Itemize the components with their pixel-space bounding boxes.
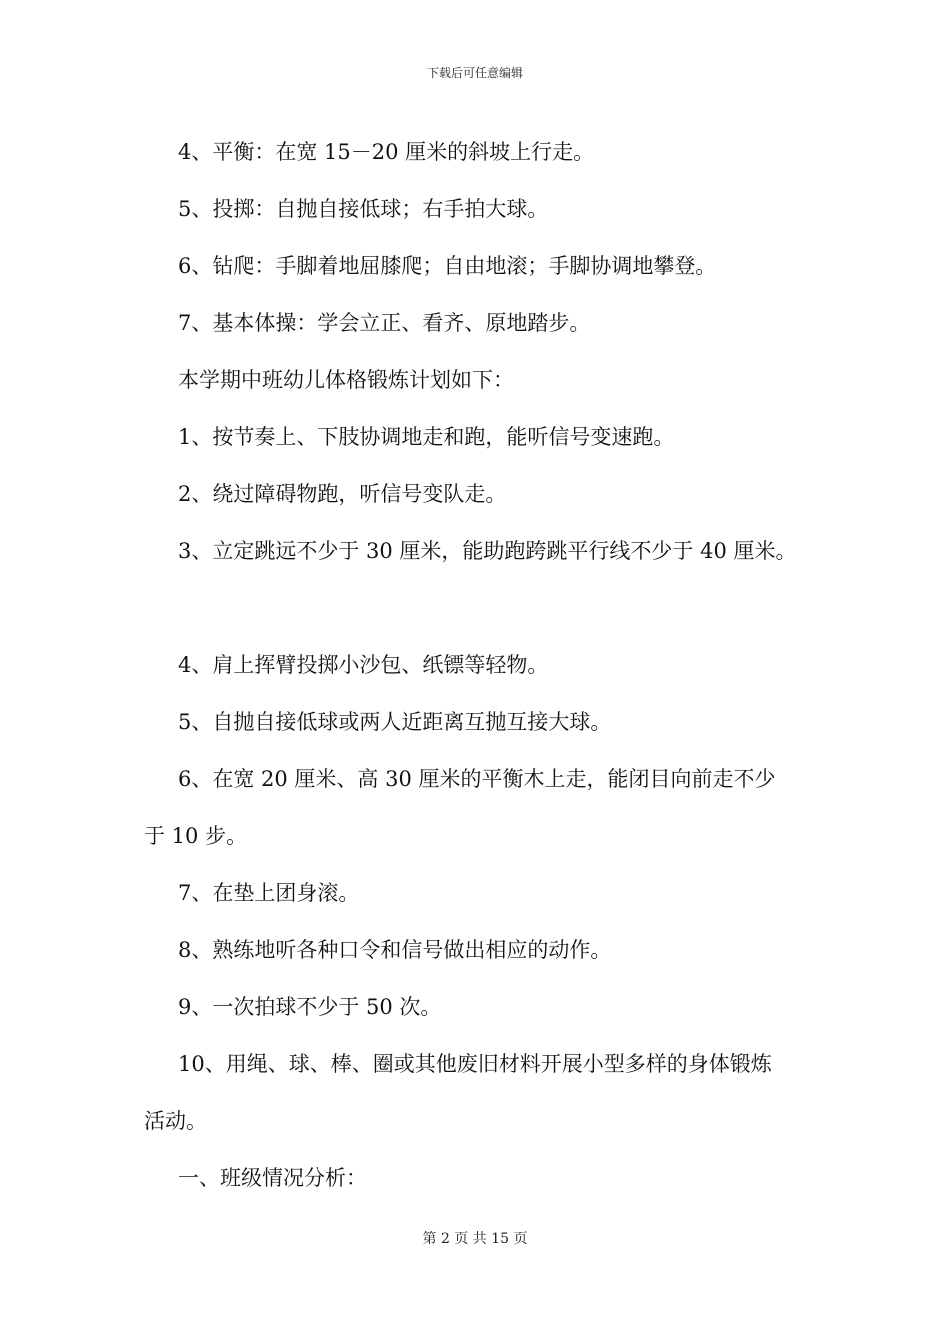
text-line: 本学期中班幼儿体格锻炼计划如下：	[178, 368, 514, 392]
text-line: 2、绕过障碍物跑，听信号变队走。	[178, 482, 507, 506]
text-line: 6、钻爬：手脚着地屈膝爬；自由地滚；手脚协调地攀登。	[178, 254, 717, 278]
text-line: 8、熟练地听各种口令和信号做出相应的动作。	[178, 938, 612, 962]
text-line: 7、在垫上团身滚。	[178, 881, 360, 905]
text-line: 7、基本体操：学会立正、看齐、原地踏步。	[178, 311, 591, 335]
page-footer: 第 2 页 共 15 页	[422, 1231, 528, 1247]
text-line: 6、在宽 20 厘米、高 30 厘米的平衡木上走，能闭目向前走不少	[178, 767, 776, 791]
text-line: 4、肩上挥臂投掷小沙包、纸镖等轻物。	[178, 653, 549, 677]
text-line: 1、按节奏上、下肢协调地走和跑，能听信号变速跑。	[178, 425, 675, 449]
text-line: 3、立定跳远不少于 30 厘米，能助跑跨跳平行线不少于 40 厘米。	[178, 539, 797, 563]
text-line: 10、用绳、球、棒、圈或其他废旧材料开展小型多样的身体锻炼	[178, 1052, 772, 1076]
text-line: 活动。	[144, 1109, 207, 1133]
text-line: 4、平衡：在宽 15－20 厘米的斜坡上行走。	[178, 140, 595, 164]
page-header: 下载后可任意编辑	[426, 66, 523, 80]
text-line: 5、自抛自接低球或两人近距离互抛互接大球。	[178, 710, 612, 734]
text-line: 9、一次拍球不少于 50 次。	[178, 995, 442, 1019]
text-line: 5、投掷：自抛自接低球；右手拍大球。	[178, 197, 549, 221]
section-heading: 一、班级情况分析：	[178, 1166, 367, 1190]
text-line: 于 10 步。	[144, 824, 248, 848]
